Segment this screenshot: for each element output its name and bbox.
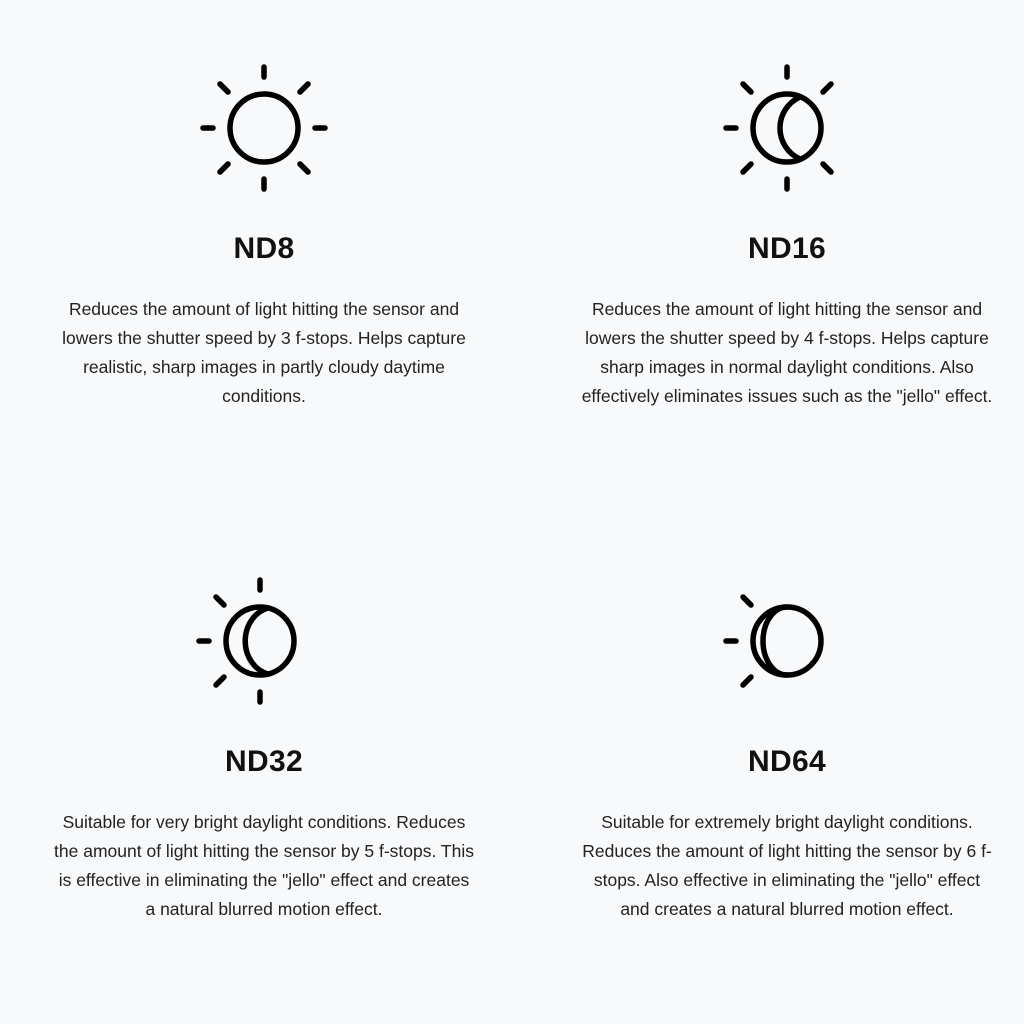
filter-title: ND16 bbox=[748, 232, 826, 265]
filter-card-nd32 bbox=[54, 571, 474, 924]
filter-card-nd16 bbox=[577, 58, 997, 411]
filter-title: ND64 bbox=[748, 745, 826, 778]
sun-partial-filter-icon bbox=[717, 58, 857, 198]
sun-half-filter-icon bbox=[194, 571, 334, 711]
filter-title: ND8 bbox=[233, 232, 295, 265]
filter-card-nd64 bbox=[577, 571, 997, 924]
sun-icon bbox=[194, 58, 334, 198]
filter-title: ND32 bbox=[225, 745, 303, 778]
filter-description: Reduces the amount of light hitting the sensor and lowers the shutter speed by 4 f-stops. Helps capture sharp images in normal daylight conditions. Also effectively eliminates issues such as the "jello" effect. bbox=[581, 299, 993, 406]
filter-description: Suitable for extremely bright daylight conditions. Reduces the amount of light hitting the sensor by 6 f-stops. Also effective in eliminating the "jello" effect and creates a natural blurred motion effect. bbox=[582, 812, 992, 919]
sun-crescent-filter-icon bbox=[717, 571, 857, 711]
filter-card-nd8 bbox=[54, 58, 474, 411]
filter-description: Suitable for very bright daylight conditions. Reduces the amount of light hitting the sensor by 5 f-stops. This is effective in eliminating the "jello" effect and creates a natural blurred motion effect. bbox=[54, 812, 474, 919]
filter-description: Reduces the amount of light hitting the sensor and lowers the shutter speed by 3 f-stops. Helps capture realistic, sharp images in partly cloudy daytime conditions. bbox=[62, 299, 466, 406]
